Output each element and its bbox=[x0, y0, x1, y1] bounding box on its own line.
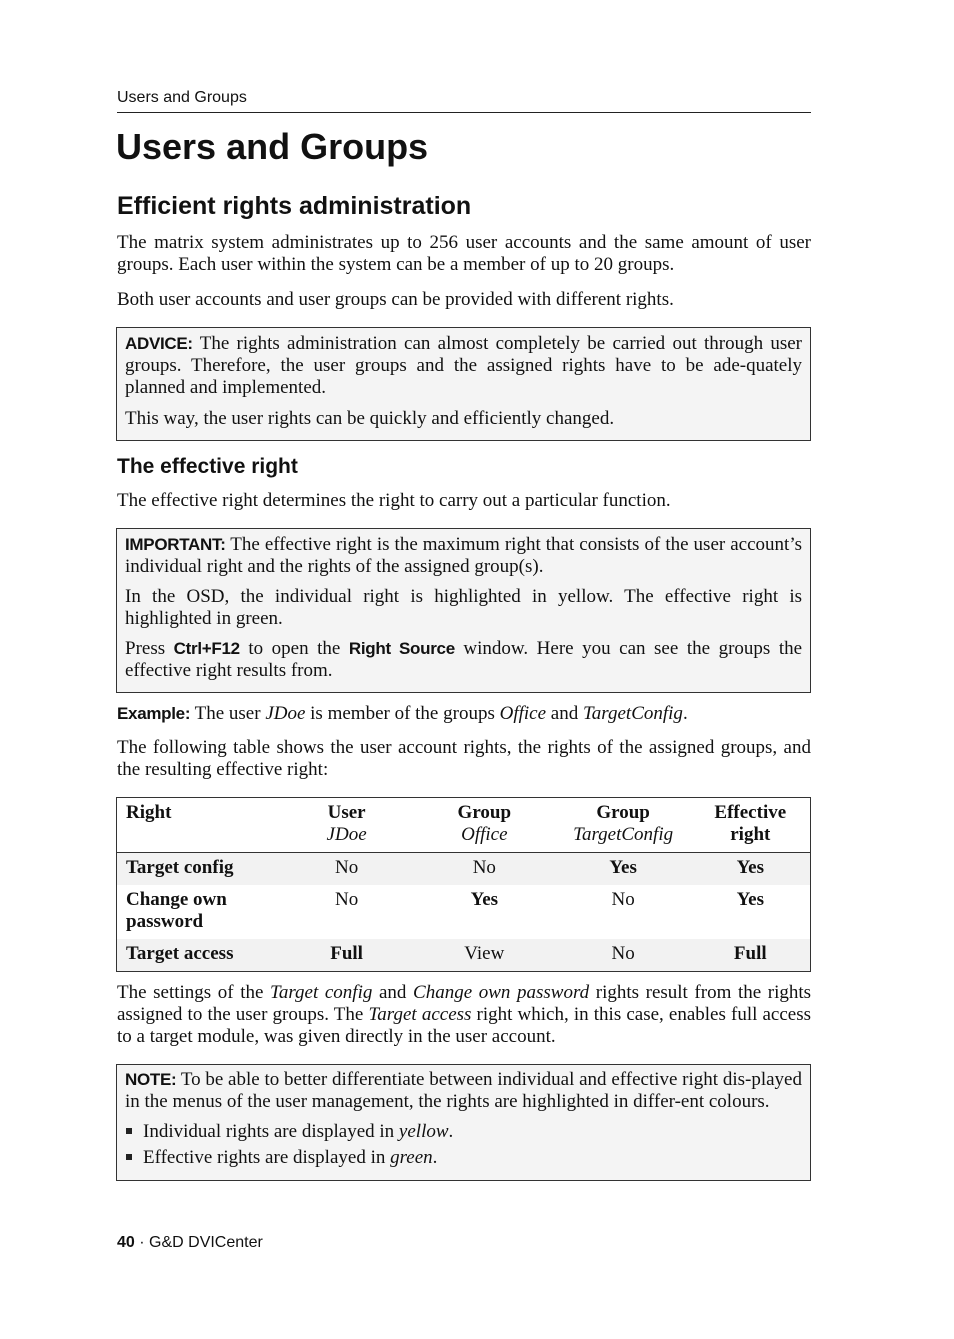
header-right: Right bbox=[117, 798, 281, 853]
important-box bbox=[116, 528, 811, 693]
cell-targetconfig: No bbox=[611, 943, 635, 964]
cell-right: Target config bbox=[126, 857, 234, 878]
cell-office: View bbox=[464, 943, 505, 964]
window-name: Right Source bbox=[348, 639, 455, 658]
cell-user: Full bbox=[330, 943, 363, 964]
advice-label: ADVICE: bbox=[125, 334, 193, 353]
page-footer: 40 · G&D DVICenter bbox=[117, 1234, 263, 1251]
example-paragraph: Example: The user JDoe is member of the groups Office and TargetConfig. bbox=[117, 703, 688, 724]
header-user: User JDoe bbox=[280, 798, 412, 853]
note-bullet-list bbox=[125, 1119, 802, 1171]
important-text: IMPORTANT: The effective right is the maximum right that consists of the user account’s individual right and the rights of the assigned group(s). bbox=[125, 534, 802, 577]
example-group-office: Office bbox=[499, 703, 547, 724]
table-intro-paragraph: The following table shows the user account rights, the rights of the assigned groups, and the resulting effective right: bbox=[117, 737, 811, 780]
bullet-icon bbox=[126, 1154, 132, 1160]
cell-right: Change own password bbox=[126, 889, 227, 932]
section-heading-rights-administration: Efficient rights administration bbox=[117, 192, 472, 220]
note-text: NOTE: To be able to better differentiate between individual and effective right dis-played in the menus of the user management, the rights are highlighted in differ-ent colours. bbox=[125, 1069, 802, 1112]
cell-targetconfig: Yes bbox=[609, 857, 637, 878]
note-box bbox=[116, 1064, 811, 1181]
page-title: Users and Groups bbox=[116, 126, 429, 167]
effective-right-paragraph: The effective right determines the right to carry out a particular function. bbox=[117, 490, 671, 511]
important-text-3: Press Ctrl+F12 to open the Right Source window. Here you can see the groups the effective right results from. bbox=[125, 638, 803, 681]
intro-paragraph: The matrix system administrates up to 256 user accounts and the same amount of user groups. Each user within the system can be a member of up to 20 groups. bbox=[117, 232, 811, 275]
advice-text: ADVICE: The rights administration can almost completely be carried out through user groups. Therefore, the user groups and the assigned rights have to be ade-quately planned and implemented. bbox=[125, 333, 802, 398]
example-group-targetconfig: TargetConfig bbox=[582, 703, 683, 724]
table-row bbox=[117, 853, 811, 886]
table-row bbox=[117, 885, 811, 939]
list-item: Effective rights are displayed in green. bbox=[125, 1145, 802, 1171]
cell-effective: Full bbox=[733, 943, 767, 964]
cell-targetconfig: No bbox=[611, 889, 635, 910]
advice-text-2: This way, the user rights can be quickly and efficiently changed. bbox=[125, 408, 615, 429]
after-table-paragraph: The settings of the Target config and Change own password rights result from the rights assigned to the user groups. The Target access right which, in this case, enables full access to a target module, was given directly in the user account. bbox=[117, 982, 812, 1047]
bullet-icon bbox=[126, 1128, 132, 1134]
running-header: Users and Groups bbox=[117, 89, 811, 113]
keyboard-shortcut: Ctrl+F12 bbox=[173, 639, 240, 658]
example-user: JDoe bbox=[265, 703, 306, 724]
cell-user: No bbox=[334, 889, 359, 910]
important-label: IMPORTANT: bbox=[125, 535, 226, 554]
rights-paragraph: Both user accounts and user groups can be provided with different rights. bbox=[117, 289, 674, 310]
list-item: Individual rights are displayed in yellow. bbox=[125, 1119, 802, 1145]
header-group-office: Group Office bbox=[412, 798, 556, 853]
cell-effective: Yes bbox=[736, 857, 765, 878]
cell-effective: Yes bbox=[736, 889, 765, 910]
page-number: 40 bbox=[117, 1234, 135, 1251]
note-label: NOTE: bbox=[125, 1070, 177, 1089]
cell-office: Yes bbox=[470, 889, 499, 910]
section-heading-effective-right: The effective right bbox=[117, 455, 298, 478]
important-text-2: In the OSD, the individual right is highlighted in yellow. The effective right is highlighted in green. bbox=[125, 586, 802, 629]
cell-user: No bbox=[334, 857, 359, 878]
product-name: G&D DVICenter bbox=[149, 1234, 263, 1251]
example-label: Example: bbox=[117, 704, 191, 723]
header-effective-right: Effective right bbox=[690, 798, 811, 853]
table-row bbox=[117, 939, 811, 972]
table-header-row bbox=[117, 798, 811, 853]
cell-office: No bbox=[472, 857, 496, 878]
header-group-targetconfig: Group TargetConfig bbox=[556, 798, 690, 853]
cell-right: Target access bbox=[126, 943, 234, 964]
rights-table bbox=[116, 797, 811, 972]
advice-box bbox=[116, 327, 811, 441]
